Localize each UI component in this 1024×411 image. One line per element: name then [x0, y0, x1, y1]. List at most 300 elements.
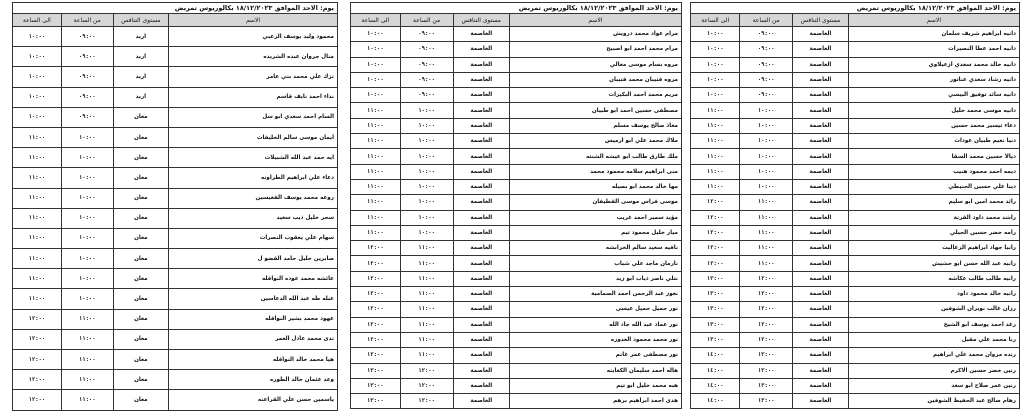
start-time: ١٢:٠٠ — [400, 394, 453, 409]
end-time: ١٢:٠٠ — [691, 225, 740, 240]
competition-level: العاصمة — [453, 241, 509, 256]
start-time: ٠٩:٠٠ — [61, 87, 113, 107]
table-row — [691, 287, 1020, 302]
end-time: ١٠:٠٠ — [351, 42, 401, 57]
end-time: ١٢:٠٠ — [351, 317, 401, 332]
end-time: ١٢:٠٠ — [351, 348, 401, 363]
start-time: ١١:٠٠ — [740, 225, 793, 240]
table-row — [691, 164, 1020, 179]
end-time: ١٢:٠٠ — [351, 271, 401, 286]
student-name: رانيا جهاد ابراهيم الزغاليت — [848, 241, 1019, 256]
student-name: ملاك محمد علي ابو ارميس — [509, 134, 681, 149]
student-name: ايمان موسى سالم الخليفات — [169, 127, 338, 147]
competition-level: معان — [113, 269, 168, 289]
table-row — [13, 309, 338, 329]
table-row — [351, 241, 682, 256]
table-row — [351, 363, 682, 378]
end-time: ١٢:٠٠ — [691, 256, 740, 271]
end-time: ١١:٠٠ — [13, 249, 62, 269]
end-time: ١٠:٠٠ — [691, 72, 740, 87]
start-time: ١١:٠٠ — [61, 390, 113, 410]
competition-level: العاصمة — [453, 149, 509, 164]
student-name: ميار خليل محمود تيم — [509, 225, 681, 240]
competition-level: العاصمة — [792, 164, 848, 179]
end-time: ١٢:٠٠ — [351, 332, 401, 347]
start-time: ٠٩:٠٠ — [740, 42, 793, 57]
start-time: ١١:٠٠ — [400, 302, 453, 317]
schedule-table — [12, 2, 338, 411]
student-name: وعد عثمان خالد الطوره — [169, 370, 338, 390]
table-row — [691, 118, 1020, 133]
end-time: ١١:٠٠ — [351, 103, 401, 118]
table-row — [351, 378, 682, 393]
start-time: ١١:٠٠ — [400, 287, 453, 302]
end-time: ١١:٠٠ — [13, 148, 62, 168]
student-name: هدى احمد ابراهيم برهم — [509, 394, 681, 409]
student-name: نور مصطفى عمر غانم — [509, 348, 681, 363]
competition-level: العاصمة — [453, 88, 509, 103]
competition-level: العاصمة — [792, 332, 848, 347]
competition-level: العاصمة — [792, 378, 848, 393]
table-row — [351, 302, 682, 317]
start-time: ١٢:٠٠ — [740, 271, 793, 286]
student-name: دانيه موسى محمد خليل — [848, 103, 1019, 118]
student-name: مصطفى حسين احمد ابو طبيان — [509, 103, 681, 118]
competition-level: العاصمة — [453, 363, 509, 378]
start-time: ١١:٠٠ — [61, 309, 113, 329]
end-time: ١٠:٠٠ — [13, 47, 62, 67]
start-time: ١١:٠٠ — [400, 317, 453, 332]
competition-level: العاصمة — [453, 271, 509, 286]
competition-level: معان — [113, 390, 168, 410]
student-name: نغوز عبد الرحمن احمد الصمامية — [509, 287, 681, 302]
table-row — [13, 208, 338, 228]
competition-level: اربد — [113, 87, 168, 107]
end-time: ١٤:٠٠ — [691, 378, 740, 393]
column-header-from: من الساعة — [400, 14, 453, 27]
competition-level: العاصمة — [792, 118, 848, 133]
table-row — [351, 118, 682, 133]
start-time: ٠٩:٠٠ — [400, 88, 453, 103]
competition-level: العاصمة — [453, 210, 509, 225]
table-row — [351, 271, 682, 286]
student-name: عبله طه عبد الله الدعاسين — [169, 289, 338, 309]
student-name: عائشه محمد عوده النواقله — [169, 269, 338, 289]
column-header-level: مستوى التنافس — [113, 14, 168, 27]
student-name: نور عماد عبد الله جاد الله — [509, 317, 681, 332]
table-row — [351, 195, 682, 210]
student-name: ايه حمد عبد الله الشبيلات — [169, 148, 338, 168]
student-name: نتلي ناصر ذياب ابو زيد — [509, 271, 681, 286]
start-time: ٠٩:٠٠ — [400, 72, 453, 87]
end-time: ١٣:٠٠ — [691, 302, 740, 317]
student-name: دعاء علي ابراهيم الطراونه — [169, 168, 338, 188]
panel-title: يوم: الاحد الموافق ١٨/١٢/٢٠٢٣ بكالوريوس تمريض — [13, 3, 338, 14]
table-row — [351, 27, 682, 42]
end-time: ١٣:٠٠ — [351, 378, 401, 393]
student-name: نافيه سعيد سالم الخرابشه — [509, 241, 681, 256]
end-time: ١٤:٠٠ — [691, 394, 740, 409]
student-name: هيا محمد خالد النواقله — [169, 350, 338, 370]
competition-level: معان — [113, 350, 168, 370]
table-row — [691, 271, 1020, 286]
competition-level: العاصمة — [453, 256, 509, 271]
end-time: ١٣:٠٠ — [691, 287, 740, 302]
end-time: ١١:٠٠ — [351, 149, 401, 164]
start-time: ١١:٠٠ — [400, 348, 453, 363]
competition-level: العاصمة — [453, 332, 509, 347]
table-row — [13, 269, 338, 289]
table-row — [691, 241, 1020, 256]
end-time: ١١:٠٠ — [351, 225, 401, 240]
student-name: سحر خليل ذيب سعيد — [169, 208, 338, 228]
start-time: ١٣:٠٠ — [740, 378, 793, 393]
end-time: ١١:٠٠ — [351, 118, 401, 133]
end-time: ١١:٠٠ — [13, 168, 62, 188]
start-time: ٠٩:٠٠ — [61, 27, 113, 47]
start-time: ١٠:٠٠ — [61, 228, 113, 248]
panel-title: يوم: الاحد الموافق ١٨/١٢/٢٠٢٣ بكالوريوس تمريض — [351, 3, 682, 14]
table-row — [13, 350, 338, 370]
competition-level: العاصمة — [792, 317, 848, 332]
start-time: ١٠:٠٠ — [740, 179, 793, 194]
end-time: ١١:٠٠ — [691, 179, 740, 194]
column-header-to: الى الساعة — [13, 14, 62, 27]
end-time: ١٢:٠٠ — [13, 350, 62, 370]
start-time: ٠٩:٠٠ — [740, 72, 793, 87]
end-time: ١٠:٠٠ — [691, 88, 740, 103]
end-time: ١٣:٠٠ — [351, 394, 401, 409]
start-time: ١٠:٠٠ — [740, 118, 793, 133]
student-name: عهود محمد بشير النواقله — [169, 309, 338, 329]
column-header-from: من الساعة — [61, 14, 113, 27]
start-time: ١١:٠٠ — [61, 370, 113, 390]
table-row — [13, 47, 338, 67]
competition-level: العاصمة — [792, 225, 848, 240]
competition-level: العاصمة — [792, 256, 848, 271]
table-row — [351, 348, 682, 363]
student-name: مها خالد محمد ابو بصيله — [509, 179, 681, 194]
end-time: ١٠:٠٠ — [351, 57, 401, 72]
student-name: رانيه عبد الله حسن ابو حشيش — [848, 256, 1019, 271]
table-row — [691, 332, 1020, 347]
student-name: ندى محمد عادل العمر — [169, 329, 338, 349]
end-time: ١٠:٠٠ — [691, 57, 740, 72]
student-name: مروه قتيبان محمد قتيبان — [509, 72, 681, 87]
end-time: ١١:٠٠ — [351, 195, 401, 210]
schedule-panel-right — [690, 2, 1020, 409]
start-time: ١٢:٠٠ — [740, 332, 793, 347]
end-time: ١٢:٠٠ — [691, 210, 740, 225]
start-time: ١٢:٠٠ — [740, 302, 793, 317]
column-header-level: مستوى التنافس — [453, 14, 509, 27]
competition-level: العاصمة — [792, 210, 848, 225]
competition-level: العاصمة — [453, 394, 509, 409]
table-row — [691, 179, 1020, 194]
competition-level: العاصمة — [453, 179, 509, 194]
end-time: ١٠:٠٠ — [13, 67, 62, 87]
student-name: دينا علي حسين الحنيطي — [848, 179, 1019, 194]
student-name: رنا محمد علي مقبل — [848, 332, 1019, 347]
end-time: ١٢:٠٠ — [351, 241, 401, 256]
start-time: ١٠:٠٠ — [400, 210, 453, 225]
competition-level: اربد — [113, 67, 168, 87]
start-time: ٠٩:٠٠ — [61, 67, 113, 87]
competition-level: معان — [113, 228, 168, 248]
competition-level: معان — [113, 329, 168, 349]
student-name: سهام علي يعقوب النصرات — [169, 228, 338, 248]
student-name: صابرين خليل حامد القضو ل — [169, 249, 338, 269]
schedule-table — [690, 2, 1020, 409]
start-time: ١٢:٠٠ — [740, 287, 793, 302]
competition-level: معان — [113, 370, 168, 390]
table-row — [13, 27, 338, 47]
competition-level: معان — [113, 168, 168, 188]
table-row — [351, 149, 682, 164]
start-time: ١٠:٠٠ — [740, 134, 793, 149]
competition-level: معان — [113, 127, 168, 147]
end-time: ١٠:٠٠ — [13, 27, 62, 47]
end-time: ١١:٠٠ — [13, 127, 62, 147]
end-time: ١١:٠٠ — [691, 149, 740, 164]
student-name: رنين خضر حسين الاكرم — [848, 363, 1019, 378]
end-time: ١٤:٠٠ — [691, 348, 740, 363]
end-time: ١١:٠٠ — [691, 164, 740, 179]
schedule-table — [350, 2, 682, 409]
competition-level: العاصمة — [453, 225, 509, 240]
end-time: ١١:٠٠ — [351, 179, 401, 194]
end-time: ١٢:٠٠ — [13, 329, 62, 349]
start-time: ١٠:٠٠ — [61, 127, 113, 147]
competition-level: معان — [113, 107, 168, 127]
student-name: رغد احمد يوسف ابو الشيخ — [848, 317, 1019, 332]
start-time: ١٠:٠٠ — [740, 149, 793, 164]
student-name: محمود وليد يوسف الزعبي — [169, 27, 338, 47]
table-row — [13, 249, 338, 269]
table-row — [351, 210, 682, 225]
start-time: ١١:٠٠ — [400, 256, 453, 271]
column-header-name: الاسم — [848, 14, 1019, 27]
competition-level: معان — [113, 208, 168, 228]
table-row — [351, 287, 682, 302]
student-name: مرام محمد احمد ابو اصبيح — [509, 42, 681, 57]
end-time: ١٠:٠٠ — [691, 27, 740, 42]
competition-level: العاصمة — [792, 241, 848, 256]
start-time: ١٠:٠٠ — [61, 289, 113, 309]
competition-level: معان — [113, 309, 168, 329]
competition-level: العاصمة — [453, 164, 509, 179]
column-header-to: الى الساعة — [691, 14, 740, 27]
competition-level: العاصمة — [792, 134, 848, 149]
table-row — [13, 329, 338, 349]
table-row — [691, 317, 1020, 332]
table-row — [691, 378, 1020, 393]
end-time: ١٣:٠٠ — [691, 317, 740, 332]
start-time: ٠٩:٠٠ — [61, 47, 113, 67]
end-time: ١٠:٠٠ — [351, 88, 401, 103]
end-time: ١٢:٠٠ — [351, 302, 401, 317]
competition-level: العاصمة — [792, 149, 848, 164]
student-name: راشد محمد داود القرنة — [848, 210, 1019, 225]
competition-level: العاصمة — [792, 57, 848, 72]
start-time: ٠٩:٠٠ — [740, 88, 793, 103]
start-time: ١١:٠٠ — [400, 241, 453, 256]
competition-level: معان — [113, 289, 168, 309]
table-row — [691, 348, 1020, 363]
end-time: ١٠:٠٠ — [691, 42, 740, 57]
competition-level: العاصمة — [453, 302, 509, 317]
start-time: ١٣:٠٠ — [740, 363, 793, 378]
column-header-from: من الساعة — [740, 14, 793, 27]
table-row — [13, 370, 338, 390]
competition-level: العاصمة — [792, 348, 848, 363]
student-name: رانيه طالب طالب عكاشه — [848, 271, 1019, 286]
competition-level: العاصمة — [792, 179, 848, 194]
competition-level: العاصمة — [792, 302, 848, 317]
start-time: ٠٩:٠٠ — [400, 57, 453, 72]
column-header-to: الى الساعة — [351, 14, 401, 27]
start-time: ١١:٠٠ — [61, 350, 113, 370]
schedule-panel-middle — [350, 2, 682, 409]
student-name: مروه بسام موسى معالي — [509, 57, 681, 72]
end-time: ١٢:٠٠ — [691, 241, 740, 256]
student-name: دانيه رشاد سعدي عناتور — [848, 72, 1019, 87]
schedule-panel-left — [12, 2, 338, 411]
table-row — [691, 302, 1020, 317]
table-row — [13, 228, 338, 248]
table-row — [13, 107, 338, 127]
end-time: ١٤:٠٠ — [691, 363, 740, 378]
table-row — [351, 225, 682, 240]
student-name: نور محمد محمود العدوره — [509, 332, 681, 347]
competition-level: العاصمة — [453, 134, 509, 149]
competition-level: العاصمة — [453, 378, 509, 393]
table-row — [691, 225, 1020, 240]
end-time: ١١:٠٠ — [351, 164, 401, 179]
student-name: موسى فراس موسى القطيفان — [509, 195, 681, 210]
table-row — [13, 168, 338, 188]
end-time: ١٠:٠٠ — [351, 27, 401, 42]
end-time: ١١:٠٠ — [691, 118, 740, 133]
end-time: ١١:٠٠ — [13, 228, 62, 248]
start-time: ٠٩:٠٠ — [400, 27, 453, 42]
student-name: مريم محمد احمد البكيرات — [509, 88, 681, 103]
student-name: معاذ صالح يوسف مسلم — [509, 118, 681, 133]
end-time: ١١:٠٠ — [351, 210, 401, 225]
competition-level: العاصمة — [792, 394, 848, 409]
end-time: ١١:٠٠ — [691, 134, 740, 149]
start-time: ١٠:٠٠ — [400, 149, 453, 164]
competition-level: اربد — [113, 27, 168, 47]
student-name: نزك علي محمد بني عامر — [169, 67, 338, 87]
table-row — [13, 87, 338, 107]
competition-level: العاصمة — [453, 348, 509, 363]
student-name: نور جميل جميل عيسى — [509, 302, 681, 317]
start-time: ١٠:٠٠ — [61, 208, 113, 228]
end-time: ١٠:٠٠ — [13, 107, 62, 127]
start-time: ١٠:٠٠ — [61, 168, 113, 188]
start-time: ١٠:٠٠ — [61, 269, 113, 289]
student-name: مرام عواد محمد درويش — [509, 27, 681, 42]
table-row — [351, 57, 682, 72]
competition-level: معان — [113, 188, 168, 208]
start-time: ١١:٠٠ — [400, 332, 453, 347]
student-name: رائد محمد امين ابو سليم — [848, 195, 1019, 210]
start-time: ١٠:٠٠ — [400, 179, 453, 194]
student-name: دانيه سائد توفيق البيسي — [848, 88, 1019, 103]
end-time: ١٣:٠٠ — [691, 271, 740, 286]
end-time: ١١:٠٠ — [13, 289, 62, 309]
table-row — [13, 289, 338, 309]
competition-level: معان — [113, 249, 168, 269]
competition-level: العاصمة — [453, 287, 509, 302]
student-name: ملك طارق طالب ابو عيشه الشنته — [509, 149, 681, 164]
table-row — [351, 394, 682, 409]
end-time: ١٢:٠٠ — [691, 195, 740, 210]
table-row — [691, 149, 1020, 164]
table-row — [351, 88, 682, 103]
start-time: ١١:٠٠ — [740, 195, 793, 210]
student-name: ياسمين حسن علي القراعنه — [169, 390, 338, 410]
column-header-name: الاسم — [509, 14, 681, 27]
table-row — [691, 88, 1020, 103]
competition-level: العاصمة — [453, 42, 509, 57]
student-name: السام احمد سعدي ابو سل — [169, 107, 338, 127]
table-row — [13, 148, 338, 168]
start-time: ١٠:٠٠ — [61, 249, 113, 269]
table-row — [351, 134, 682, 149]
student-name: رامه خضر حسين الحيلي — [848, 225, 1019, 240]
start-time: ٠٩:٠٠ — [61, 107, 113, 127]
competition-level: العاصمة — [453, 72, 509, 87]
student-name: رانيه خالد محمود داود — [848, 287, 1019, 302]
table-row — [691, 134, 1020, 149]
competition-level: العاصمة — [453, 195, 509, 210]
start-time: ١٠:٠٠ — [61, 148, 113, 168]
competition-level: اربد — [113, 47, 168, 67]
column-header-level: مستوى التنافس — [792, 14, 848, 27]
competition-level: العاصمة — [792, 363, 848, 378]
end-time: ١١:٠٠ — [13, 269, 62, 289]
competition-level: العاصمة — [792, 88, 848, 103]
start-time: ١٠:٠٠ — [400, 164, 453, 179]
start-time: ١٠:٠٠ — [61, 188, 113, 208]
table-row — [691, 394, 1020, 409]
competition-level: العاصمة — [453, 103, 509, 118]
student-name: ديالا حسين محمد السقا — [848, 149, 1019, 164]
table-row — [691, 195, 1020, 210]
start-time: ١٠:٠٠ — [400, 195, 453, 210]
start-time: ٠٩:٠٠ — [400, 42, 453, 57]
end-time: ١٢:٠٠ — [13, 390, 62, 410]
start-time: ٠٩:٠٠ — [740, 27, 793, 42]
student-name: دانيه ابراهيم شريف سلمان — [848, 27, 1019, 42]
competition-level: العاصمة — [792, 287, 848, 302]
table-row — [351, 72, 682, 87]
start-time: ١٣:٠٠ — [740, 394, 793, 409]
competition-level: العاصمة — [792, 72, 848, 87]
competition-level: العاصمة — [792, 271, 848, 286]
panel-title: يوم: الاحد الموافق ١٨/١٢/٢٠٢٣ بكالوريوس تمريض — [691, 3, 1020, 14]
table-row — [691, 103, 1020, 118]
table-row — [351, 317, 682, 332]
student-name: هبه محمد خليل ابو تيم — [509, 378, 681, 393]
competition-level: العاصمة — [453, 27, 509, 42]
start-time: ١١:٠٠ — [740, 256, 793, 271]
start-time: ١٠:٠٠ — [400, 118, 453, 133]
table-row — [351, 164, 682, 179]
student-name: نداء احمد نايف قاسم — [169, 87, 338, 107]
